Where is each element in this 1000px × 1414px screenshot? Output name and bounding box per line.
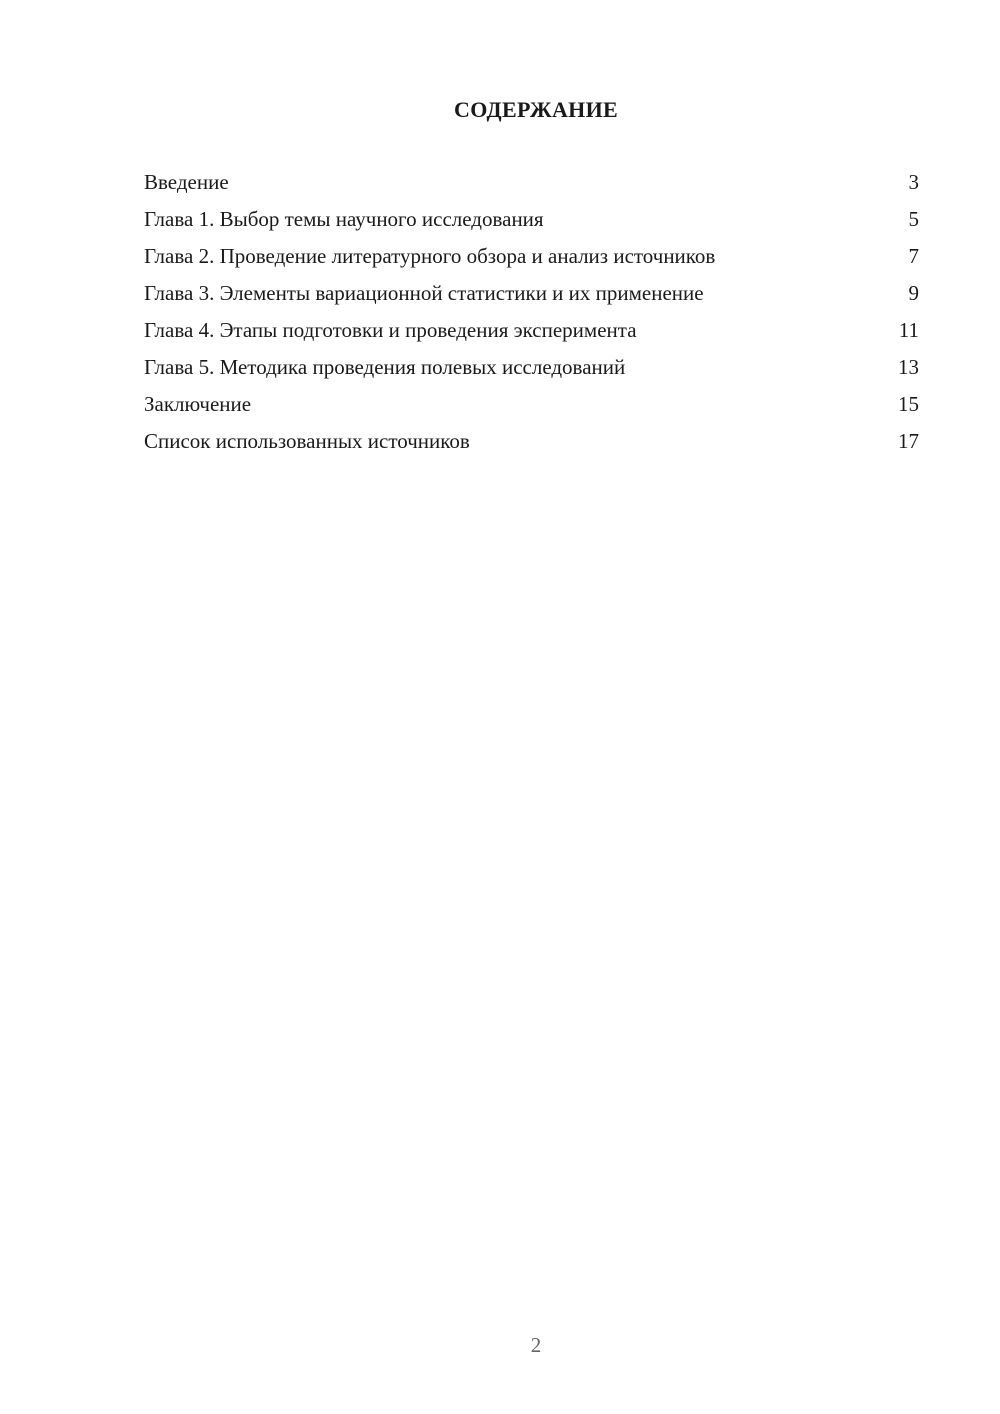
toc-entry-chapter-5[interactable] <box>144 354 919 381</box>
toc-entry-label: Глава 3. Элементы вариационной статистики и их применение <box>144 281 704 305</box>
toc-entry-chapter-4[interactable] <box>144 317 919 344</box>
toc-entry-label: Глава 1. Выбор темы научного исследования <box>144 207 544 231</box>
toc-entry-chapter-1[interactable] <box>144 206 919 233</box>
toc-entry-page: 5 <box>908 207 919 231</box>
toc-entry-page: 11 <box>898 318 919 342</box>
table-of-contents <box>144 169 919 465</box>
toc-entry-label: Глава 4. Этапы подготовки и проведения эксперимента <box>144 318 637 342</box>
toc-title: СОДЕРЖАНИЕ <box>454 97 618 122</box>
toc-entry-chapter-2[interactable] <box>144 243 919 270</box>
page-number: 2 <box>530 1333 542 1357</box>
toc-entry-label: Введение <box>144 170 229 194</box>
toc-entry-page: 3 <box>908 170 919 194</box>
toc-entry-chapter-3[interactable] <box>144 280 919 307</box>
toc-entry-page: 15 <box>898 392 919 416</box>
toc-entry-page: 13 <box>898 355 919 379</box>
toc-entry-label: Глава 2. Проведение литературного обзора и анализ источников <box>144 244 716 268</box>
toc-entry-page: 7 <box>908 244 919 268</box>
toc-entry-introduction[interactable] <box>144 169 919 196</box>
toc-entry-label: Список использованных источников <box>144 429 470 453</box>
toc-entry-references[interactable] <box>144 428 919 455</box>
toc-entry-conclusion[interactable] <box>144 391 919 418</box>
toc-entry-page: 17 <box>898 429 919 453</box>
toc-entry-label: Заключение <box>144 392 252 416</box>
toc-entry-label: Глава 5. Методика проведения полевых исследований <box>144 355 626 379</box>
toc-entry-page: 9 <box>908 281 919 305</box>
